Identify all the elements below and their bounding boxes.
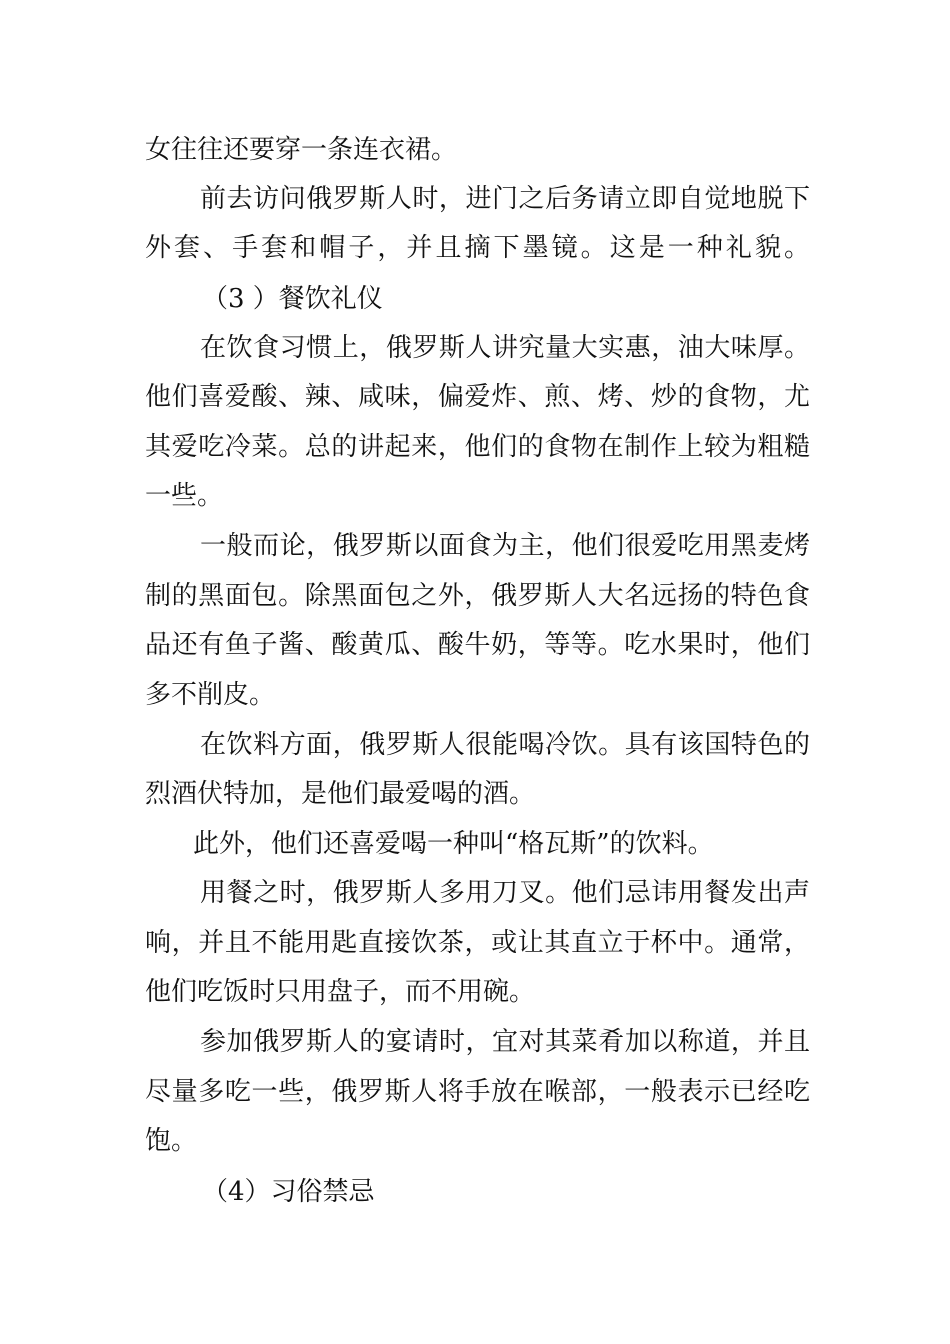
text-line: 烈酒伏特加，是他们最爱喝的酒。 [145,779,536,809]
section-heading: （3 ）餐饮礼仪 [202,284,383,314]
text-line: 他们喜爱酸、辣、咸味，偏爱炸、煎、烤、炒的食物，尤 [145,382,810,412]
section-heading: （4）习俗禁忌 [202,1177,375,1207]
text-line: 女往往还要穿一条连衣裙。 [145,135,458,165]
text-line: 其爱吃冷菜。总的讲起来，他们的食物在制作上较为粗糙 [145,432,810,462]
paragraph-start-line: 参加俄罗斯人的宴请时，宜对其菜肴加以称道，并且 [200,1027,810,1057]
text-line: 制的黑面包。除黑面包之外，俄罗斯人大名远扬的特色食 [145,581,810,611]
text-line: 多不削皮。 [145,680,276,710]
paragraph-start-line: 在饮料方面，俄罗斯人很能喝冷饮。具有该国特色的 [200,730,810,760]
text-line: 饱。 [145,1126,198,1156]
text-line: 尽量多吃一些，俄罗斯人将手放在喉部，一般表示已经吃 [145,1077,810,1107]
text-line: 响，并且不能用匙直接饮茶，或让其直立于杯中。通常， [145,928,810,958]
text-line: 外套、手套和帽子，并且摘下墨镜。这是一种礼貌。 [145,233,810,263]
paragraph-start-line: 前去访问俄罗斯人时，进门之后务请立即自觉地脱下 [200,184,810,214]
paragraph-start-line: 此外，他们还喜爱喝一种叫“格瓦斯”的饮料。 [193,829,714,859]
text-line: 他们吃饭时只用盘子，而不用碗。 [145,977,536,1007]
paragraph-start-line: 用餐之时，俄罗斯人多用刀叉。他们忌讳用餐发出声 [200,878,810,908]
paragraph-start-line: 在饮食习惯上，俄罗斯人讲究量大实惠，油大味厚。 [200,333,810,363]
text-line: 品还有鱼子酱、酸黄瓜、酸牛奶，等等。吃水果时，他们 [145,630,810,660]
paragraph-start-line: 一般而论，俄罗斯以面食为主，他们很爱吃用黑麦烤 [200,531,810,561]
text-line: 一些。 [145,481,224,511]
